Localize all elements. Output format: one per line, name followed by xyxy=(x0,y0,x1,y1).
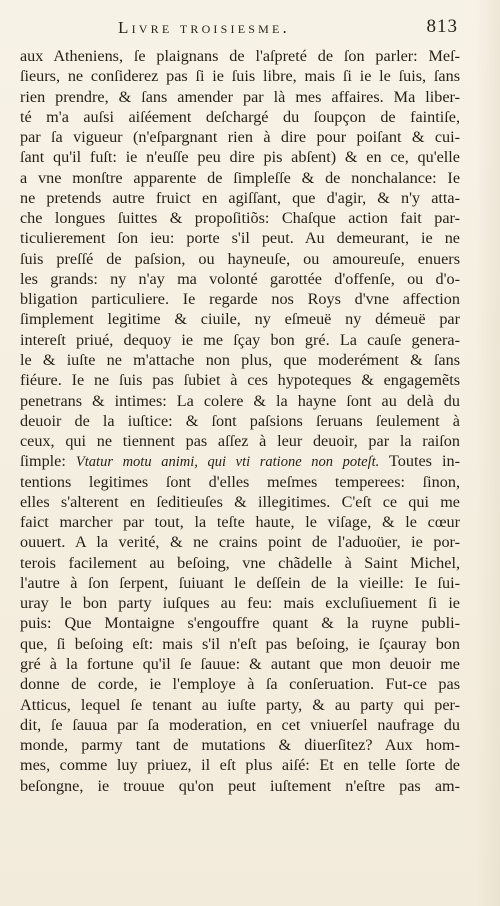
text-line: ouuert. A la verité, & ne crains point de l'aduoüer, ie por- xyxy=(20,533,460,552)
text-line: donne de corde, ie l'employe à ſa conſeruation. Fut-ce pas xyxy=(20,675,460,694)
text-line: terois facilement au beſoing, vne chãdelle à Saint Michel, xyxy=(20,553,460,572)
page-header xyxy=(118,14,458,42)
text-line: ticulierement ſon ieu: porte s'il peut. Au demeurant, ie ne xyxy=(20,229,460,248)
text-line: les grands: ny n'ay ma volonté garottée d'offenſe, ou d'o- xyxy=(20,269,460,288)
text-line: té m'a auſsi aiſéement deſchargé du ſoupçon de faintiſe, xyxy=(20,107,460,126)
text-line: penetrans & intimes: La colere & la hayne ſont au delà du xyxy=(20,391,460,410)
text-line: gré à la fortune qu'il ſe ſauue: & autant que mon deuoir me xyxy=(20,654,460,673)
text-line: mes, comme luy priuez, il eſt plus aiſé: Et en telle ſorte de xyxy=(20,756,460,775)
text-line: ſieurs, ne conſiderez pas ſi ie ſuis libre, mais ſi ie le ſuis, ſans xyxy=(20,67,460,86)
text-line: intereſt priué, dequoy ie me ſçay bon gré. La cauſe genera- xyxy=(20,330,460,349)
text-line: ſant qu'il fuſt: ie n'euſſe peu dire pis abſent) & en ce, qu'elle xyxy=(20,148,460,167)
text-line: fiéure. Ie ne ſuis pas ſubiet à ces hypoteques & engagemẽts xyxy=(20,371,460,390)
text-line: Atticus, lequel ſe tenant au iuſte party, & au party qui per- xyxy=(20,695,460,714)
text-line: que, ſi beſoing eſt: mais s'il n'eſt pas beſoing, ie ſçauray bon xyxy=(20,634,460,653)
latin-quotation: Vtatur motu animi, qui vti ratione non poteſt. xyxy=(75,454,380,471)
text-line: faict marcher par tout, la teſte haute, le viſage, & le cœur xyxy=(20,513,460,532)
text-line: uray le bon party iuſques au feu: mais excluſiuement ſi ie xyxy=(20,594,460,613)
text-line: deuoir de la iuſtice: & ſont paſsions ſeruans ſeulement à xyxy=(20,411,460,430)
text-line: ceux, qui ne tiennent pas aſſez à leur deuoir, par la raiſon xyxy=(20,432,460,451)
text-line: puis: Que Montaigne s'engouffre quant & la ruyne publi- xyxy=(20,614,460,633)
body-text xyxy=(20,46,460,796)
text-line: monde, parmy tant de mutations & diuerſitez? Aux hom- xyxy=(20,736,460,755)
text-line: ſimplement legitime & ciuile, ny eſmeuë ny démeuë par xyxy=(20,310,460,329)
text-line: par ſa vigueur (n'eſpargnant rien à dire pour poiſant & cui- xyxy=(20,128,460,147)
text-line: bligation particuliere. Ie regarde nos Roys d'vne affection xyxy=(20,290,460,309)
line-text-before: ſimple: xyxy=(20,452,66,471)
text-line: che longues ſuittes & propoſitiõs: Chaſque action fait par- xyxy=(20,209,460,228)
line-text-after: Toutes in- xyxy=(389,452,460,471)
text-line: a vne monſtre apparente de ſimpleſſe & de nonchalance: Ie xyxy=(20,168,460,187)
running-title: Livre troisiesme. xyxy=(118,18,290,37)
text-line: ne pretends autre fruict en agiſſant, que d'agir, & n'y atta- xyxy=(20,188,460,207)
page-gutter-shadow xyxy=(476,0,500,906)
text-line: elles s'alterent en ſeditieuſes & illegitimes. C'eſt ce qui me xyxy=(20,492,460,511)
text-line xyxy=(20,451,460,471)
text-line: rien prendre, & ſans amender par là mes affaires. Ma liber- xyxy=(20,87,460,106)
text-line: l'autre à ſon ſerpent, ſuiuant le deſſein de la vieille: Ie ſui- xyxy=(20,573,460,592)
text-line: aux Atheniens, ſe plaignans de l'aſpreté de ſon parler: Meſ- xyxy=(20,47,460,65)
text-line: tentions legitimes ſont d'elles meſmes temperees: ſinon, xyxy=(20,472,460,491)
text-line: le & iuſte ne m'attache non plus, que moderément & ſans xyxy=(20,350,460,369)
text-line: dit, ſe ſauua par ſa moderation, en cet vniuerſel naufrage du xyxy=(20,715,460,734)
text-line: ſuis preſſé de paſsion, ou hayneuſe, ou amoureuſe, enuers xyxy=(20,249,460,268)
page-number: 813 xyxy=(426,16,458,37)
text-line: beſongne, ie trouue qu'on peut iuſtement n'eſtre pas am- xyxy=(20,776,460,795)
